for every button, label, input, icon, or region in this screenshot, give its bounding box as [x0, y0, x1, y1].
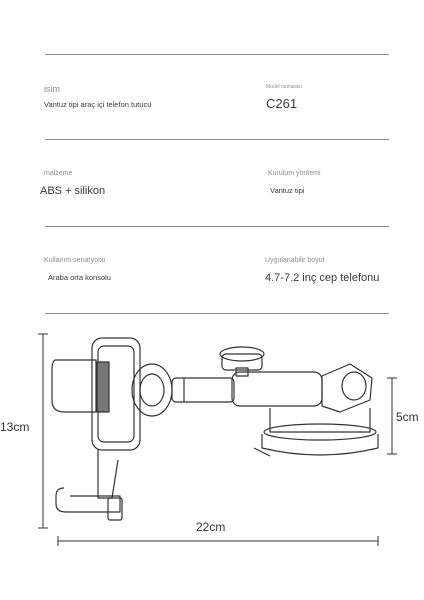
divider-top	[45, 54, 389, 55]
spec-value-size: 4.7-7.2 inç cep telefonu	[265, 272, 380, 284]
spec-value-scenario: Araba orta konsolu	[48, 273, 111, 282]
spec-label-installation: Kurulum yöntemi	[268, 170, 321, 177]
dimension-base-height: 5cm	[396, 410, 419, 424]
spec-value-model: C261	[266, 96, 298, 111]
divider-1	[45, 139, 389, 140]
spec-label-model: Model numarası	[266, 84, 302, 90]
spec-label-size: Uygulanabilir boyut	[265, 257, 325, 264]
divider-3	[45, 313, 389, 314]
spec-label-scenario: Kullanım senaryosu	[44, 257, 106, 264]
spec-value-installation: Vantuz tipi	[270, 186, 305, 195]
dimension-height: 13cm	[0, 420, 30, 434]
spec-value-material: ABS + silikon	[40, 185, 106, 197]
dimension-width: 22cm	[196, 520, 226, 534]
spec-value-name: Vantuz tipi araç içi telefon tutucu	[44, 100, 152, 109]
divider-2	[45, 226, 389, 227]
spec-label-material: malzeme	[44, 170, 73, 177]
spec-label-name: isim	[44, 84, 60, 94]
